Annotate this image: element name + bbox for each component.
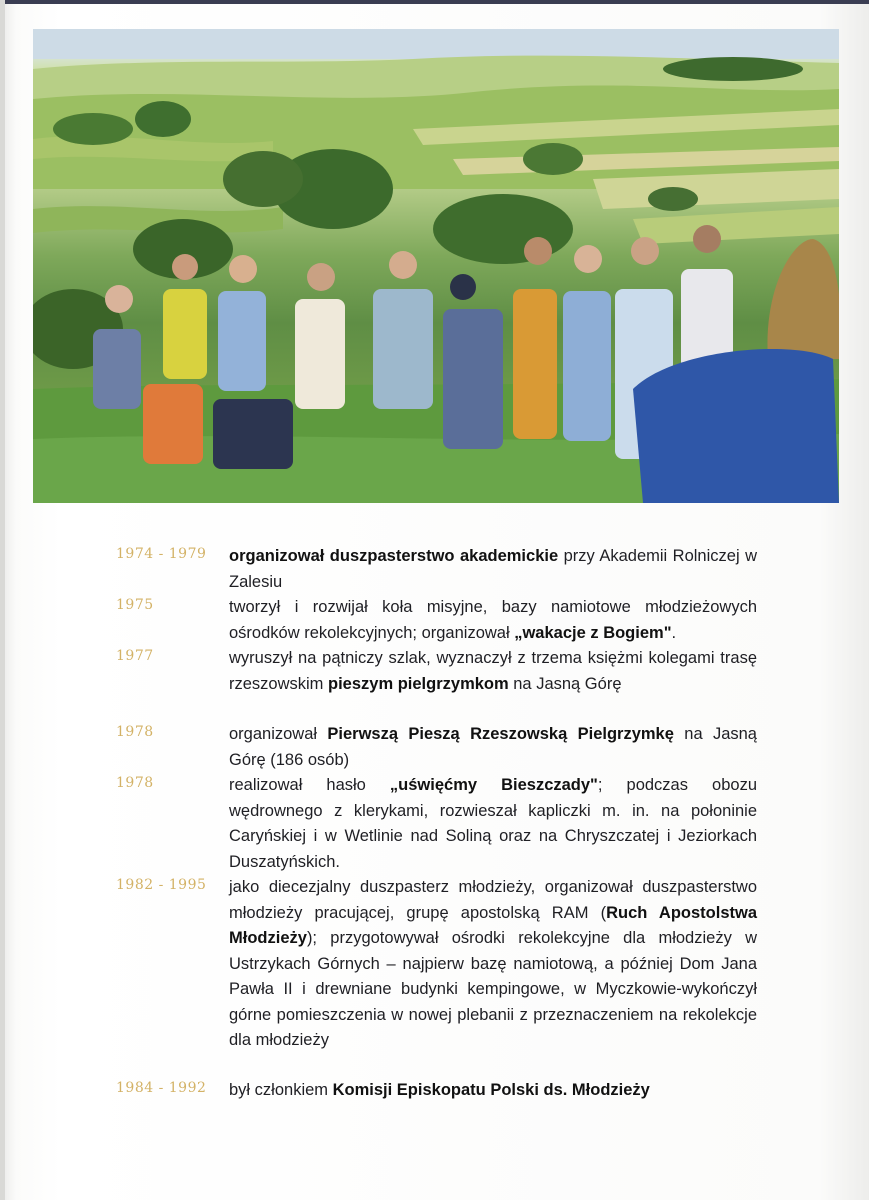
entry-text-bold: Komisji Episkopatu Polski ds. Młodzieży — [332, 1081, 650, 1099]
entry-text-regular: organizował — [229, 725, 328, 743]
entry-year: 1974 - 1979 — [116, 546, 207, 562]
entry-text-bold: Pierwszą Pieszą Rzeszowską Pielgrzymkę — [327, 725, 674, 743]
entry-text-bold: Ruch Apostolstwa Młodzieży — [229, 903, 757, 947]
entry-year: 1984 - 1992 — [116, 1080, 207, 1096]
entry-text — [229, 1078, 757, 1104]
entry-text-bold: „wakacje z Bogiem" — [514, 623, 672, 642]
entry-year: 1975 — [116, 597, 154, 613]
entry-year: 1978 — [116, 724, 154, 740]
entry-year: 1977 — [116, 648, 154, 664]
entry-text — [229, 646, 757, 697]
entry-text-regular: realizował hasło — [229, 776, 390, 794]
entry-text-regular: ); przygotowywał ośrodki rekolekcyjne dla młodzieży w Ustrzykach Górnych – najpierw bazę namiotową, a później Dom Jana Pawła II i drewniane budynki kempingowe, w Myczkowie-wykończył górne pomieszczenia w nowej plebanii z przeznaczeniem na rekolekcje dla młodzieży — [229, 929, 757, 1049]
entry-text-regular: na Jasną Górę — [508, 674, 622, 693]
entry-text-regular: na Jasną Górę (186 osób) — [229, 725, 757, 769]
entry-text-bold: organizował duszpasterstwo akademickie — [229, 547, 559, 565]
entry-text-regular: ; podczas obozu wędrownego z klerykami, rozwieszał kapliczki m. in. na połoninie Caryńskiej i w Wetlinie nad Soliną oraz na Chryszczatej i Jeziorkach Duszatyńskich. — [229, 776, 757, 871]
entry-text-bold: „uświęćmy Bieszczady" — [389, 776, 598, 794]
entry-text-regular: wyruszył na pątniczy szlak, wyznaczył z trzema księżmi kolegami trasę rzeszowskim — [229, 649, 757, 693]
entry-text — [229, 773, 757, 875]
entry-text-regular: . — [671, 623, 677, 642]
entry-text — [229, 722, 757, 773]
entry-text-regular: był członkiem — [229, 1081, 333, 1099]
entry-text — [229, 544, 757, 595]
entry-year: 1978 — [116, 775, 154, 791]
entry-text — [229, 595, 757, 646]
entry-text-regular: tworzył i rozwijał koła misyjne, bazy namiotowe młodzieżowych ośrodków rekolekcyjnych; organizował — [229, 598, 757, 642]
entry-text-regular: jako diecezjalny duszpasterz młodzieży, organizował duszpasterstwo młodzieży pracującej, grupę apostolską RAM ( — [229, 878, 757, 922]
entry-year: 1982 - 1995 — [116, 877, 207, 893]
entry-text-regular: przy Akademii Rolniczej w Zalesiu — [229, 547, 757, 591]
entry-text — [229, 875, 757, 1054]
entry-text-bold: pieszym pielgrzymkom — [328, 674, 509, 693]
